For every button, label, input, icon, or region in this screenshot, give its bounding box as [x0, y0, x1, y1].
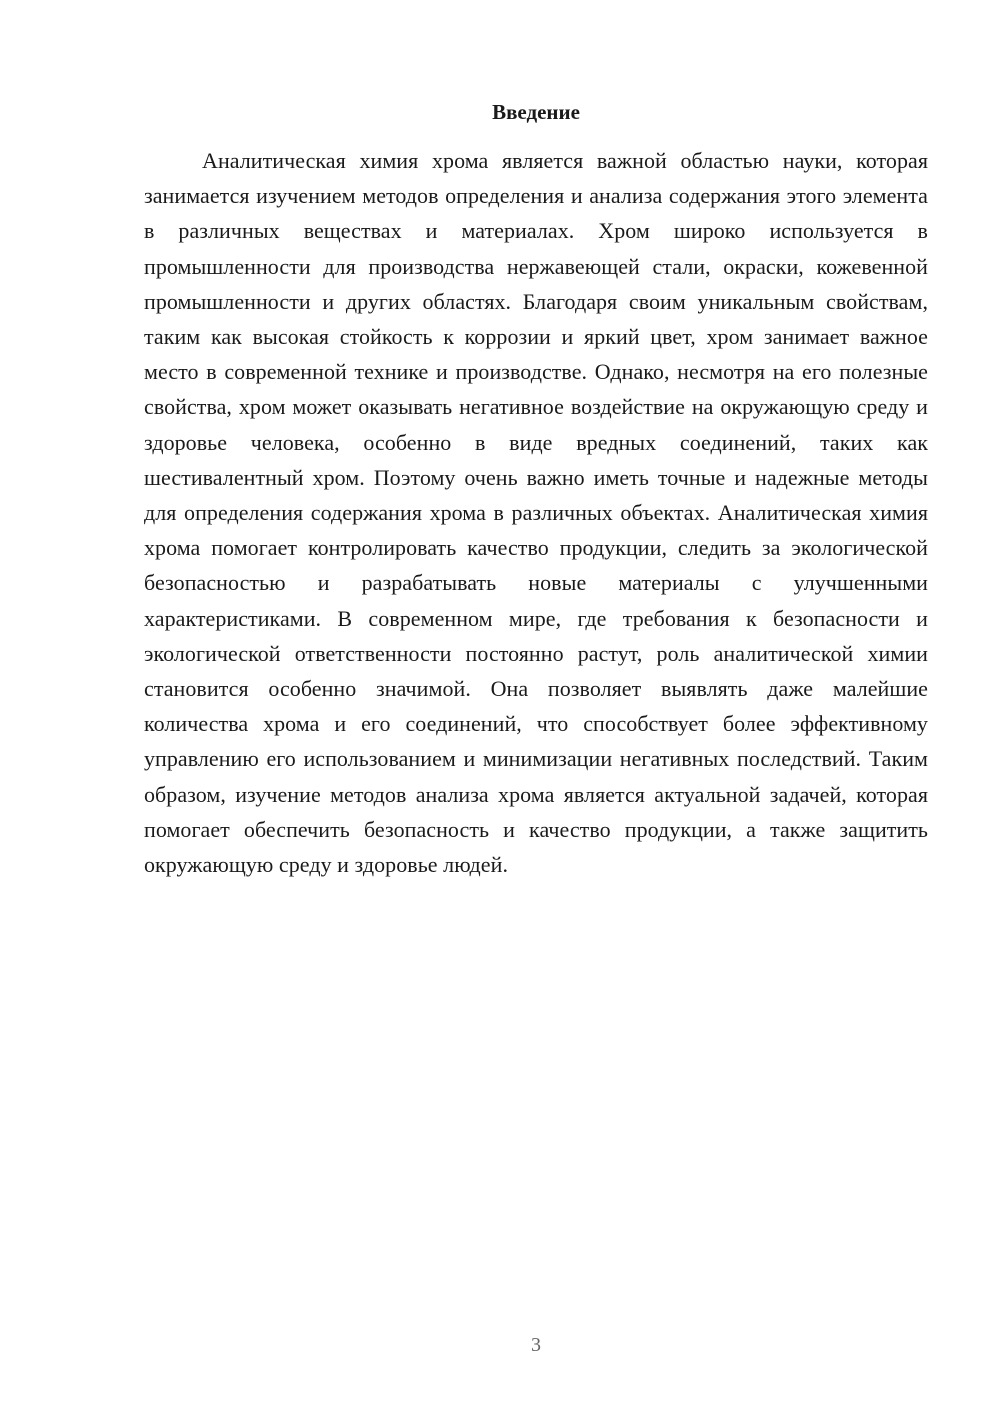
- page-number: 3: [531, 1334, 541, 1356]
- body-paragraph: Аналитическая химия хрома является важной областью науки, которая занимается изучением методов определения и анализа содержания этого элемента в различных веществах и материалах. Хром широко используется в промышленности для производства нержавеющей стали, окраски, кожевенной промышленности и других областях. Благодаря своим уникальным свойствам, таким как высокая стойкость к коррозии и яркий цвет, хром занимает важное место в современной технике и производстве. Однако, несмотря на его полезные свойства, хром может оказывать негативное воздействие на окружающую среду и здоровье человека, особенно в виде вредных соединений, таких как шестивалентный хром. Поэтому очень важно иметь точные и надежные методы для определения содержания хрома в различных объектах. Аналитическая химия хрома помогает контролировать качество продукции, следить за экологической безопасностью и разрабатывать новые материалы с улучшенными характеристиками. В современном мире, где требования к безопасности и экологической ответственности постоянно растут, роль аналитической химии становится особенно значимой. Она позволяет выявлять даже малейшие количества хрома и его соединений, что способствует более эффективному управлению его использованием и минимизации негативных последствий. Таким образом, изучение методов анализа хрома является актуальной задачей, которая помогает обеспечить безопасность и качество продукции, а также защитить окружающую среду и здоровье людей.: [144, 148, 928, 878]
- section-heading: Введение: [492, 100, 580, 124]
